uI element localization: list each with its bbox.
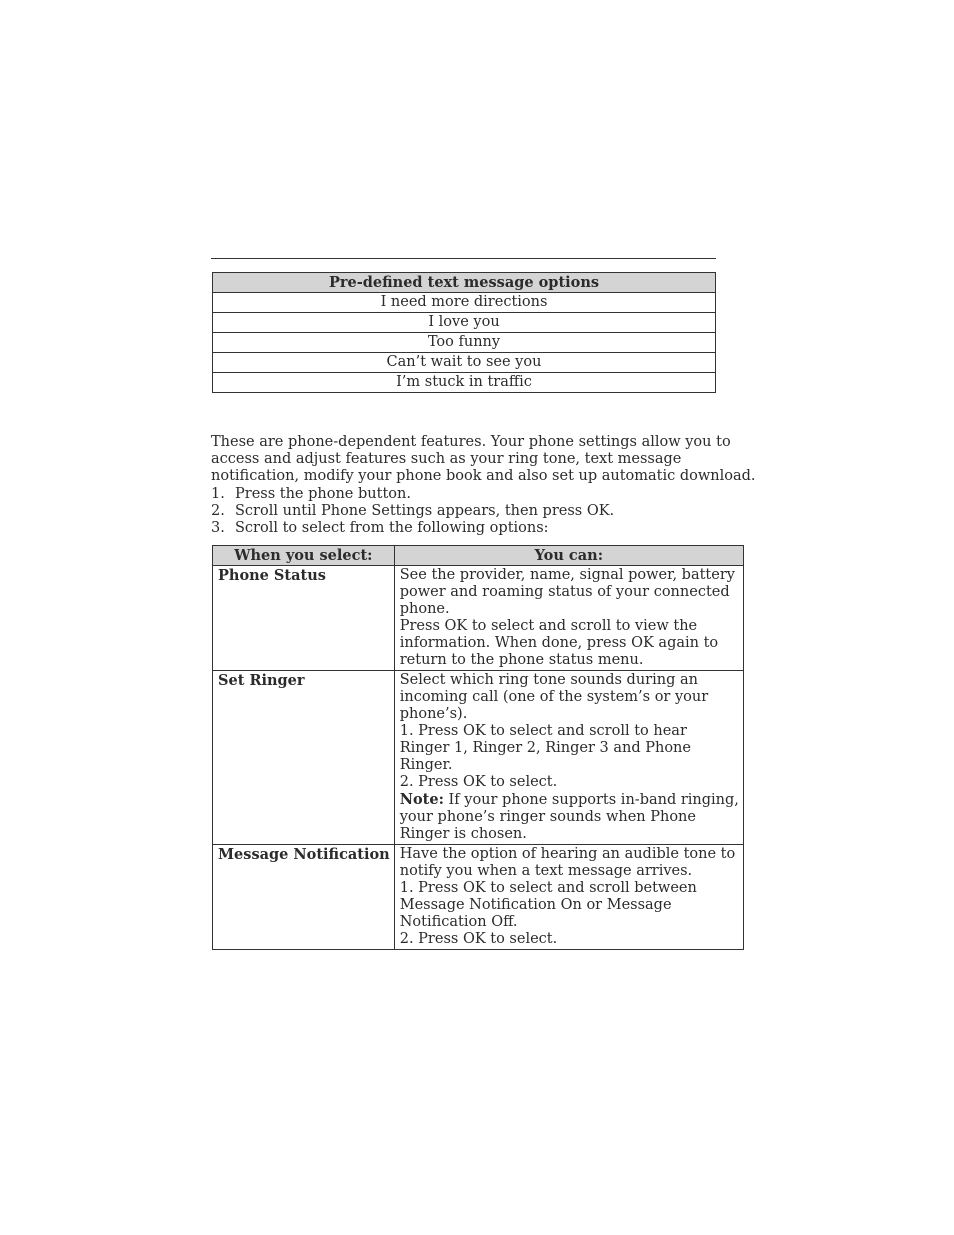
table-row xyxy=(213,333,716,353)
description-line: return to the phone status menu. xyxy=(399,652,644,668)
table-row xyxy=(213,353,716,373)
description-line: information. When done, press OK again to xyxy=(399,635,719,651)
step-number: 2. xyxy=(211,502,225,519)
description-line: Press OK to select and scroll to view the xyxy=(399,618,698,634)
table-row xyxy=(213,845,744,950)
description-line: incoming call (one of the system’s or your xyxy=(399,689,709,705)
description-line: Select which ring tone sounds during an xyxy=(399,672,698,688)
option-name: Phone Status xyxy=(213,566,395,671)
description-line: See the provider, name, signal power, battery xyxy=(399,567,735,583)
option-description xyxy=(394,845,743,950)
description-line: phone’s). xyxy=(399,706,468,722)
note-line xyxy=(400,791,739,809)
step-number: 3. xyxy=(211,520,225,537)
intro-line: access and adjust features such as your ring tone, text message xyxy=(211,451,682,468)
option-name: Set Ringer xyxy=(213,671,395,845)
table-row xyxy=(213,373,716,393)
note-text: If your phone supports in-band ringing, xyxy=(443,792,739,808)
table-header: Pre-defined text message options xyxy=(213,273,716,293)
message-option: I love you xyxy=(213,313,716,333)
table-header-row xyxy=(213,546,744,566)
col-header-can: You can: xyxy=(394,546,743,566)
table-row xyxy=(213,566,744,671)
description-line: Notification Off. xyxy=(399,914,518,930)
col-header-select: When you select: xyxy=(213,546,395,566)
step-text: Scroll until Phone Settings appears, then press OK. xyxy=(235,502,615,519)
step-text: Press the phone button. xyxy=(235,485,411,502)
step-number: 1. xyxy=(211,485,225,502)
description-line: Ringer. xyxy=(399,757,453,773)
intro-line: notification, modify your phone book and also set up automatic download. xyxy=(211,468,756,485)
top-rule xyxy=(211,258,716,259)
message-option: I’m stuck in traffic xyxy=(213,373,716,393)
option-description xyxy=(394,671,743,845)
step-item xyxy=(211,520,721,537)
option-name: Message Notification xyxy=(213,845,395,950)
note-label: Note: xyxy=(399,791,444,808)
predefined-messages-table xyxy=(212,272,716,393)
description-line: notify you when a text message arrives. xyxy=(399,863,693,879)
intro-section xyxy=(211,434,756,537)
description-line: Message Notification On or Message xyxy=(399,897,672,913)
description-line: your phone’s ringer sounds when Phone xyxy=(399,809,696,825)
step-text: Scroll to select from the following options: xyxy=(235,520,549,537)
intro-line: These are phone-dependent features. Your phone settings allow you to xyxy=(211,434,731,450)
steps-list xyxy=(211,486,721,538)
description-line: 1. Press OK to select and scroll between xyxy=(399,880,697,896)
step-item xyxy=(211,486,721,503)
description-line: 2. Press OK to select. xyxy=(399,931,558,947)
description-line: 2. Press OK to select. xyxy=(399,774,558,790)
description-line: 1. Press OK to select and scroll to hear xyxy=(399,723,687,739)
description-line: Ringer is chosen. xyxy=(399,826,527,842)
table-header-row xyxy=(213,273,716,293)
message-option: Too funny xyxy=(213,333,716,353)
table-row xyxy=(213,293,716,313)
description-line: power and roaming status of your connected xyxy=(399,584,730,600)
option-description xyxy=(394,566,743,671)
phone-settings-table xyxy=(212,545,744,950)
step-item xyxy=(211,503,721,520)
message-option: I need more directions xyxy=(213,293,716,313)
table-row xyxy=(213,313,716,333)
description-line: Have the option of hearing an audible tone to xyxy=(399,846,736,862)
description-line: Ringer 1, Ringer 2, Ringer 3 and Phone xyxy=(399,740,691,756)
table-row xyxy=(213,671,744,845)
message-option: Can’t wait to see you xyxy=(213,353,716,373)
description-line: phone. xyxy=(399,601,450,617)
